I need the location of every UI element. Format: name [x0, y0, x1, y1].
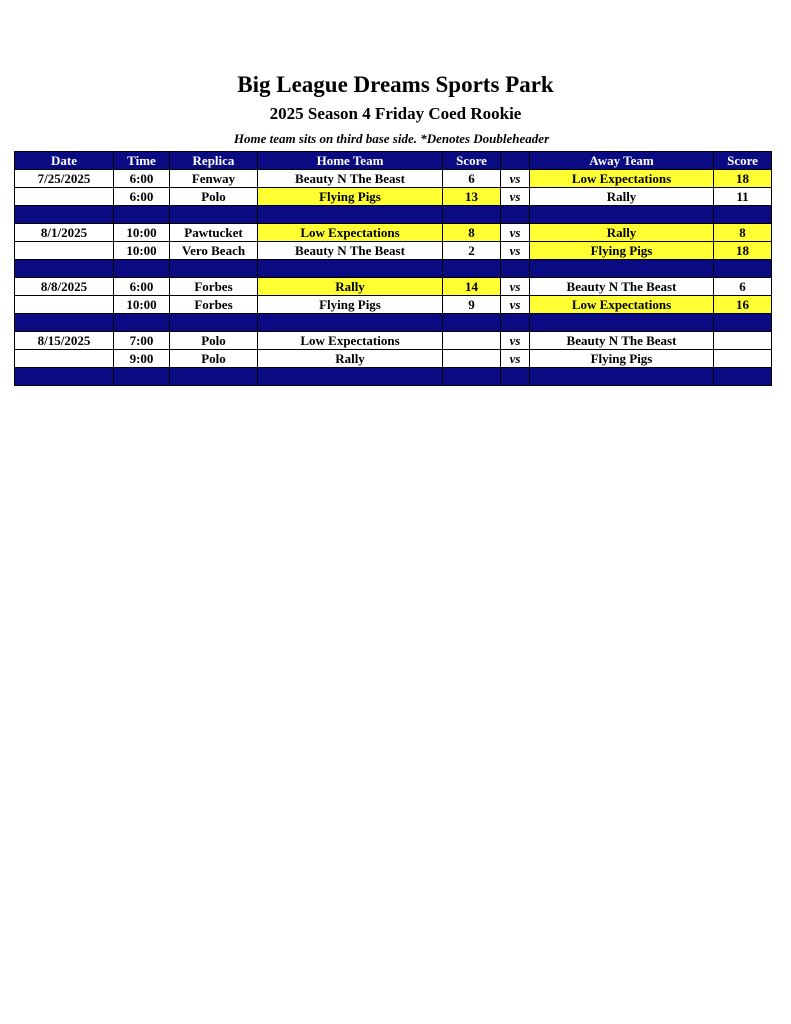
- game-date: 8/15/2025: [15, 332, 114, 350]
- vs-label: vs: [501, 296, 530, 314]
- game-time: 10:00: [114, 296, 170, 314]
- away-team: Beauty N The Beast: [530, 278, 714, 296]
- game-time: 9:00: [114, 350, 170, 368]
- away-team: Flying Pigs: [530, 242, 714, 260]
- game-date: [15, 350, 114, 368]
- header-away-team: Away Team: [530, 152, 714, 170]
- table-row: [15, 242, 772, 260]
- page-subtitle: 2025 Season 4 Friday Coed Rookie: [269, 104, 522, 123]
- game-replica: Polo: [170, 350, 258, 368]
- home-team: Beauty N The Beast: [258, 170, 443, 188]
- table-row: [15, 188, 772, 206]
- header-replica: Replica: [170, 152, 258, 170]
- header-away-score: Score: [714, 152, 772, 170]
- home-score: 9: [443, 296, 501, 314]
- home-team: Flying Pigs: [258, 188, 443, 206]
- home-team: Rally: [258, 278, 443, 296]
- game-date: [15, 242, 114, 260]
- away-team: Low Expectations: [530, 170, 714, 188]
- game-time: 10:00: [114, 242, 170, 260]
- home-team: Low Expectations: [258, 332, 443, 350]
- table-row: [15, 350, 772, 368]
- away-score: 16: [714, 296, 772, 314]
- home-score: 8: [443, 224, 501, 242]
- home-score: 6: [443, 170, 501, 188]
- home-score: [443, 350, 501, 368]
- game-time: 10:00: [114, 224, 170, 242]
- table-row: [15, 278, 772, 296]
- game-replica: Polo: [170, 188, 258, 206]
- home-score: 13: [443, 188, 501, 206]
- home-team: Rally: [258, 350, 443, 368]
- game-replica: Vero Beach: [170, 242, 258, 260]
- game-replica: Polo: [170, 332, 258, 350]
- schedule-table: [14, 151, 772, 386]
- away-team: Beauty N The Beast: [530, 332, 714, 350]
- vs-label: vs: [501, 224, 530, 242]
- away-score: [714, 332, 772, 350]
- game-date: 8/8/2025: [15, 278, 114, 296]
- schedule-note: Home team sits on third base side. *Denotes Doubleheader: [233, 131, 550, 146]
- home-score: 14: [443, 278, 501, 296]
- game-date: 7/25/2025: [15, 170, 114, 188]
- game-date: [15, 188, 114, 206]
- home-score: 2: [443, 242, 501, 260]
- game-time: 6:00: [114, 170, 170, 188]
- vs-label: vs: [501, 332, 530, 350]
- header-time: Time: [114, 152, 170, 170]
- game-date: [15, 296, 114, 314]
- vs-label: vs: [501, 350, 530, 368]
- week-separator: [15, 314, 772, 332]
- away-team: Low Expectations: [530, 296, 714, 314]
- away-team: Flying Pigs: [530, 350, 714, 368]
- vs-label: vs: [501, 188, 530, 206]
- away-score: 6: [714, 278, 772, 296]
- game-date: 8/1/2025: [15, 224, 114, 242]
- table-row: [15, 296, 772, 314]
- game-replica: Pawtucket: [170, 224, 258, 242]
- table-row: [15, 170, 772, 188]
- vs-label: vs: [501, 278, 530, 296]
- home-score: [443, 332, 501, 350]
- header-home-score: Score: [443, 152, 501, 170]
- week-separator: [15, 368, 772, 386]
- page-title: Big League Dreams Sports Park: [237, 72, 554, 97]
- header-date: Date: [15, 152, 114, 170]
- away-team: Rally: [530, 224, 714, 242]
- table-row: [15, 224, 772, 242]
- away-score: 8: [714, 224, 772, 242]
- away-score: 18: [714, 170, 772, 188]
- home-team: Low Expectations: [258, 224, 443, 242]
- vs-label: vs: [501, 170, 530, 188]
- week-separator: [15, 260, 772, 278]
- game-replica: Fenway: [170, 170, 258, 188]
- game-replica: Forbes: [170, 296, 258, 314]
- game-replica: Forbes: [170, 278, 258, 296]
- week-separator: [15, 206, 772, 224]
- game-time: 6:00: [114, 188, 170, 206]
- table-row: [15, 332, 772, 350]
- header-row: [15, 152, 772, 170]
- home-team: Beauty N The Beast: [258, 242, 443, 260]
- vs-label: vs: [501, 242, 530, 260]
- away-team: Rally: [530, 188, 714, 206]
- header-home-team: Home Team: [258, 152, 443, 170]
- header-vs: [501, 152, 530, 170]
- game-time: 6:00: [114, 278, 170, 296]
- away-score: 11: [714, 188, 772, 206]
- away-score: [714, 350, 772, 368]
- away-score: 18: [714, 242, 772, 260]
- game-time: 7:00: [114, 332, 170, 350]
- home-team: Flying Pigs: [258, 296, 443, 314]
